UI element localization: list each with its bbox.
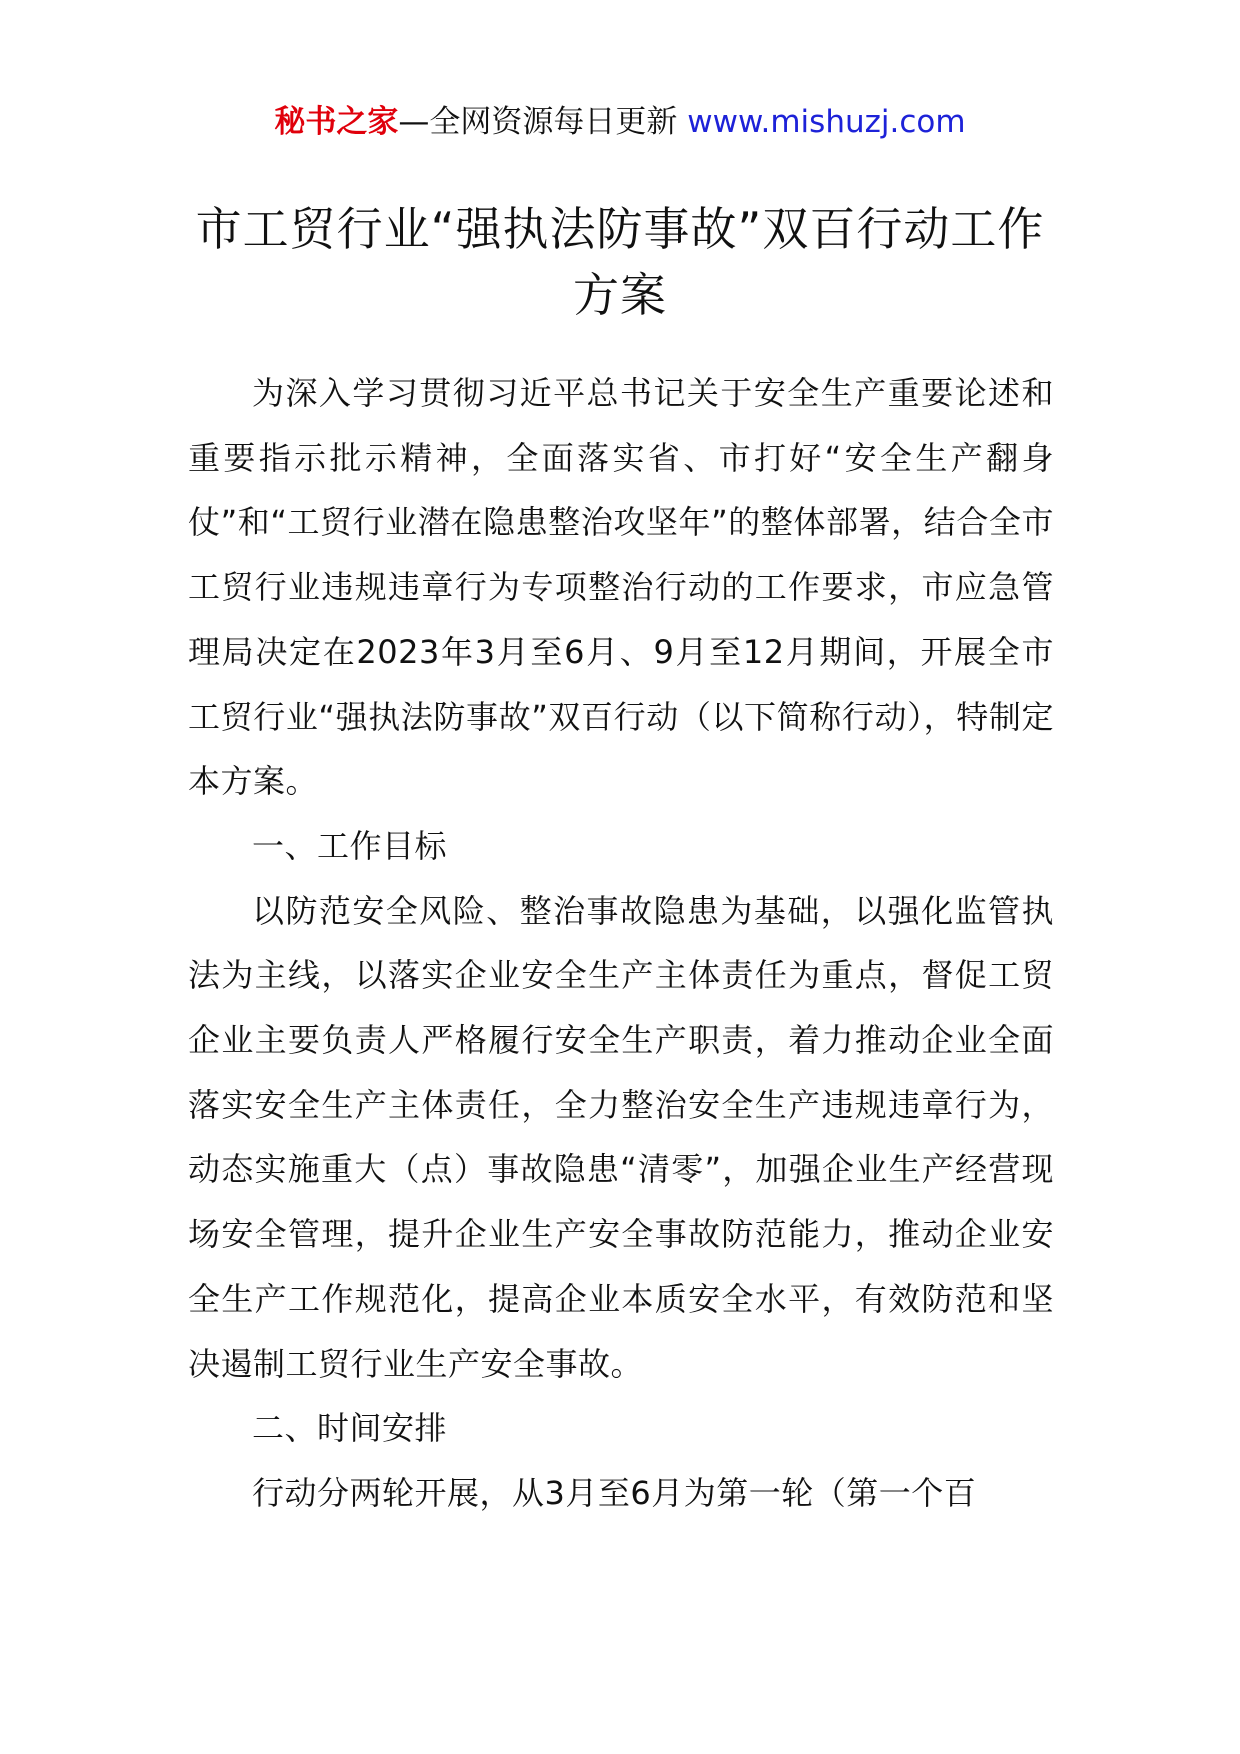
intro-paragraph: 为深入学习贯彻习近平总书记关于安全生产重要论述和重要指示批示精神，全面落实省、市打好“安全生产翻身仗”和“工贸行业潜在隐患整治攻坚年”的整体部署，结合全市工贸行业违规违章行为专项整治行动的工作要求，市应急管理局决定在2023年3月至6月、9月至12月期间，开展全市工贸行业“强执法防事故”双百行动（以下简称行动），特制定本方案。	[188, 374, 1054, 801]
site-header	[0, 100, 1240, 144]
site-url-link[interactable]: www.mishuzj.com	[687, 104, 966, 140]
section-heading-schedule: 二、时间安排	[252, 1409, 448, 1448]
document-title: 市工贸行业“强执法防事故”双百行动工作方案	[195, 202, 1045, 322]
document-body	[188, 361, 1054, 1526]
header-slogan: —全网资源每日更新	[398, 104, 678, 140]
section-heading-goals: 一、工作目标	[252, 826, 448, 865]
goals-paragraph: 以防范安全风险、整治事故隐患为基础，以强化监管执法为主线，以落实企业安全生产主体责任为重点，督促工贸企业主要负责人严格履行安全生产职责，着力推动企业全面落实安全生产主体责任，全力整治安全生产违规违章行为，动态实施重大（点）事故隐患“清零”，加强企业生产经营现场安全管理，提升企业生产安全事故防范能力，推动企业安全生产工作规范化，提高企业本质安全水平，有效防范和坚决遏制工贸行业生产安全事故。	[188, 891, 1054, 1383]
brand-name: 秘书之家	[274, 104, 399, 140]
schedule-paragraph: 行动分两轮开展，从3月至6月为第一轮（第一个百	[252, 1473, 977, 1512]
